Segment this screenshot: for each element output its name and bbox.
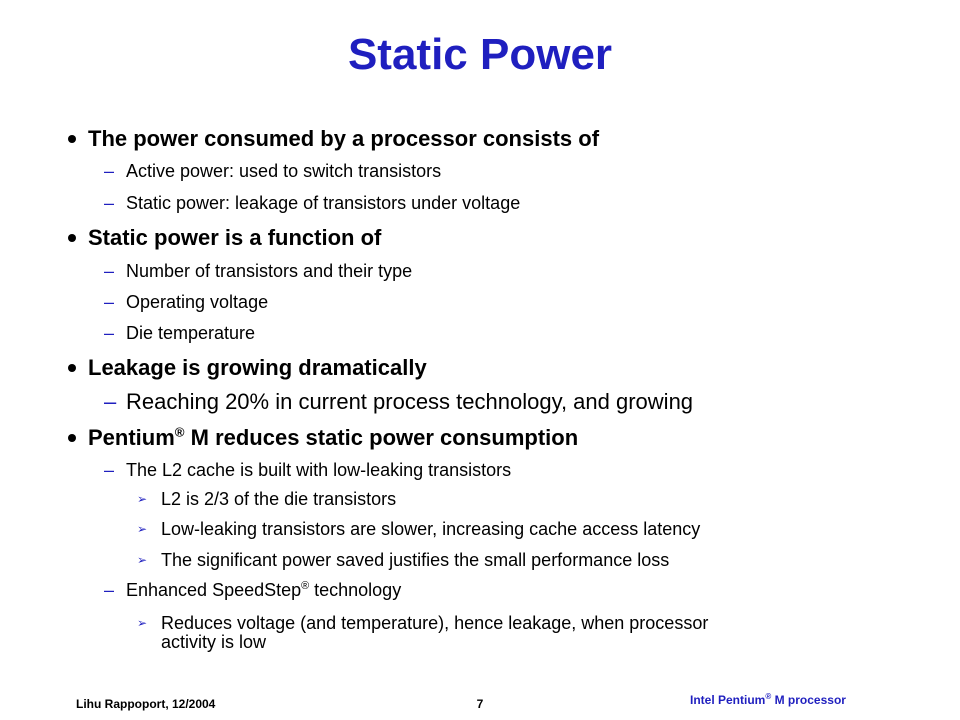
bullet-pentium-m [68, 425, 578, 451]
bullet-text: Pentium [88, 425, 175, 450]
chevron-arrow-icon: ➢ [137, 522, 148, 536]
sub-bullet-static-power [104, 193, 520, 214]
bullet-dot-icon [68, 434, 76, 442]
bullet-static-function [68, 225, 381, 251]
sub-sub-bullet-slower [137, 519, 700, 540]
sub-bullet-speedstep [104, 580, 401, 601]
sub-bullet-text: Reaching 20% in current process technology, and growing [126, 389, 694, 414]
sub-bullet-reaching [104, 389, 693, 415]
sub-sub-bullet-continuation: activity is low [161, 632, 267, 652]
sub-bullet-text: Number of transistors and their type [126, 261, 413, 281]
footer-product-text: M processor [771, 693, 846, 707]
bullet-text: The power consumed by a processor consists of [88, 126, 600, 151]
sub-bullet-text: Operating voltage [126, 292, 269, 312]
footer-page-number: 7 [476, 697, 484, 711]
dash-icon: – [104, 193, 115, 213]
footer-product-text: Intel Pentium [690, 693, 766, 707]
bullet-text: Leakage is growing dramatically [88, 355, 427, 380]
sub-bullet-text: The L2 cache is built with low-leaking transistors [126, 460, 512, 480]
bullet-text: Static power is a function of [88, 225, 382, 250]
sub-bullet-text: Enhanced SpeedStep [126, 580, 302, 600]
dash-icon: – [104, 580, 115, 600]
sub-bullet-text: technology [309, 580, 402, 600]
sub-sub-bullet-text: The significant power saved justifies the small performance loss [161, 550, 670, 570]
sub-bullet-active-power [104, 161, 441, 182]
sub-bullet-l2-cache [104, 460, 511, 481]
chevron-arrow-icon: ➢ [137, 553, 148, 567]
dash-icon: – [104, 261, 115, 281]
chevron-arrow-icon: ➢ [137, 492, 148, 506]
registered-mark: ® [301, 580, 310, 592]
bullet-dot-icon [68, 135, 76, 143]
dash-icon: – [104, 323, 115, 343]
sub-sub-bullet-power-saved [137, 550, 669, 571]
dash-icon: – [104, 460, 115, 480]
slide-title: Static Power [347, 30, 613, 79]
sub-bullet-transistors [104, 261, 412, 282]
dash-icon: – [104, 389, 117, 414]
bullet-dot-icon [68, 234, 76, 242]
bullet-leakage [68, 355, 427, 381]
sub-bullet-text: Active power: used to switch transistors [126, 161, 442, 181]
bullet-dot-icon [68, 364, 76, 372]
footer-product [690, 693, 846, 707]
dash-icon: – [104, 161, 115, 181]
sub-bullet-temperature [104, 323, 255, 344]
sub-sub-bullet-l2-fraction [137, 489, 396, 510]
sub-sub-bullet-text: Reduces voltage (and temperature), hence leakage, when processor [161, 613, 709, 633]
sub-sub-bullet-text: Low-leaking transistors are slower, increasing cache access latency [161, 519, 701, 539]
chevron-arrow-icon: ➢ [137, 616, 148, 630]
sub-bullet-text: Static power: leakage of transistors under voltage [126, 193, 521, 213]
bullet-text: M reduces static power consumption [184, 425, 579, 450]
dash-icon: – [104, 292, 115, 312]
sub-bullet-voltage [104, 292, 268, 313]
sub-bullet-text: Die temperature [126, 323, 256, 343]
sub-sub-bullet-reduces-voltage [137, 613, 708, 653]
sub-sub-bullet-text: L2 is 2/3 of the die transistors [161, 489, 397, 509]
bullet-power-consumed [68, 126, 599, 152]
registered-mark: ® [765, 692, 772, 701]
registered-mark: ® [174, 424, 185, 440]
footer-author: Lihu Rappoport, 12/2004 [76, 697, 216, 711]
